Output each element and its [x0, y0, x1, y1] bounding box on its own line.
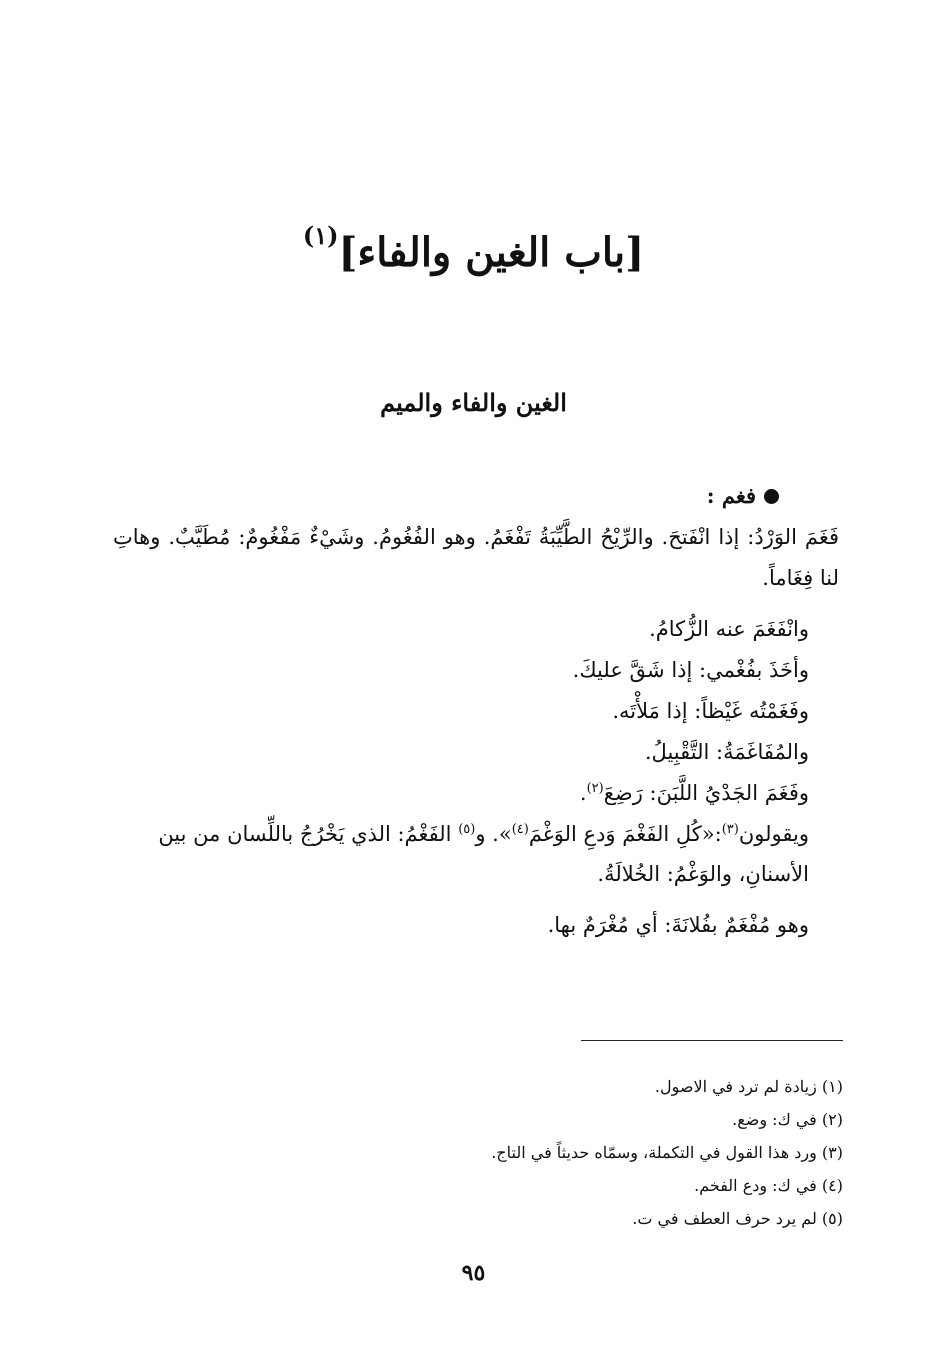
spacer: [113, 599, 839, 609]
footnote: (٥) لم يرد حرف العطف في ت.: [632, 1209, 843, 1228]
entry-text: ». و: [475, 821, 512, 846]
chapter-title-text: [باب الغين والفاء]: [338, 229, 645, 276]
chapter-footnote-ref: (١): [302, 221, 339, 250]
spacer: [113, 895, 839, 905]
entry-line: [113, 814, 839, 896]
footnote: (٤) في ك: ودع الفخم.: [694, 1176, 843, 1195]
entry-text: ويقولون: [738, 821, 809, 846]
footnote-ref: (٥): [458, 821, 476, 837]
footnote-ref: (٢): [586, 780, 604, 796]
footnote-divider: [581, 1040, 843, 1041]
bullet-icon: [764, 489, 779, 504]
entry-line: فَغَمَ الوَرْدُ: إذا انْفَتحَ. والرِّيْحُ الطَّيِّبَةُ تَفْغَمُ. وهو الفُغُومُ. وشَيْءٌ مَفْغُومٌ: مُطَيَّبٌ. وهاتِ لنا فِغَاماً.: [113, 524, 839, 590]
entry-headword: [113, 476, 839, 517]
headword-text: فغم :: [706, 483, 756, 508]
page-number: ٩٥: [461, 1260, 486, 1286]
section-title: الغين والفاء والميم: [380, 388, 567, 417]
footnote: (١) زيادة لم ترد في الاصول.: [654, 1077, 843, 1096]
footnote-ref: (٤): [511, 821, 529, 837]
chapter-title: [0, 222, 947, 277]
entry-text: :«كُلِ الفَغْمَ وَدعِ الوَغْمَ: [528, 821, 722, 846]
footnote: (٣) ورد هذا القول في التكملة، وسمّاه حديثاً في التاج.: [491, 1143, 843, 1162]
dictionary-entry: [113, 476, 839, 946]
entry-line: وفَغَمْتُه غَيْظاً: إذا مَلأْتَه.: [612, 698, 809, 723]
footnote-ref: (٣): [721, 821, 739, 837]
entry-line: وانْفَغَمَ عنه الزُّكامُ.: [649, 616, 809, 641]
entry-text: الفَغْمُ: الذي يَخْرُجُ باللِّسان من بين الأسنانِ، والوَغْمُ: الخُلالَةُ.: [158, 821, 809, 887]
entry-text: .: [579, 780, 587, 805]
entry-line: والمُفَاغَمَةُ: التَّقْبِيلُ.: [644, 739, 809, 764]
entry-line: [113, 773, 839, 814]
entry-line: وهو مُفْغَمٌ بفُلانَةَ: أي مُغْرَمٌ بها.: [547, 913, 809, 938]
footnote: (٢) في ك: وضع.: [732, 1110, 843, 1129]
entry-line: وأخَذَ بفُغْمي: إذا شَقَّ عليكَ.: [572, 657, 809, 682]
entry-text: وفَغَمَ الجَدْيُ اللَّبَنَ: رَضِعَ: [603, 780, 809, 805]
footnotes: [243, 1070, 843, 1235]
